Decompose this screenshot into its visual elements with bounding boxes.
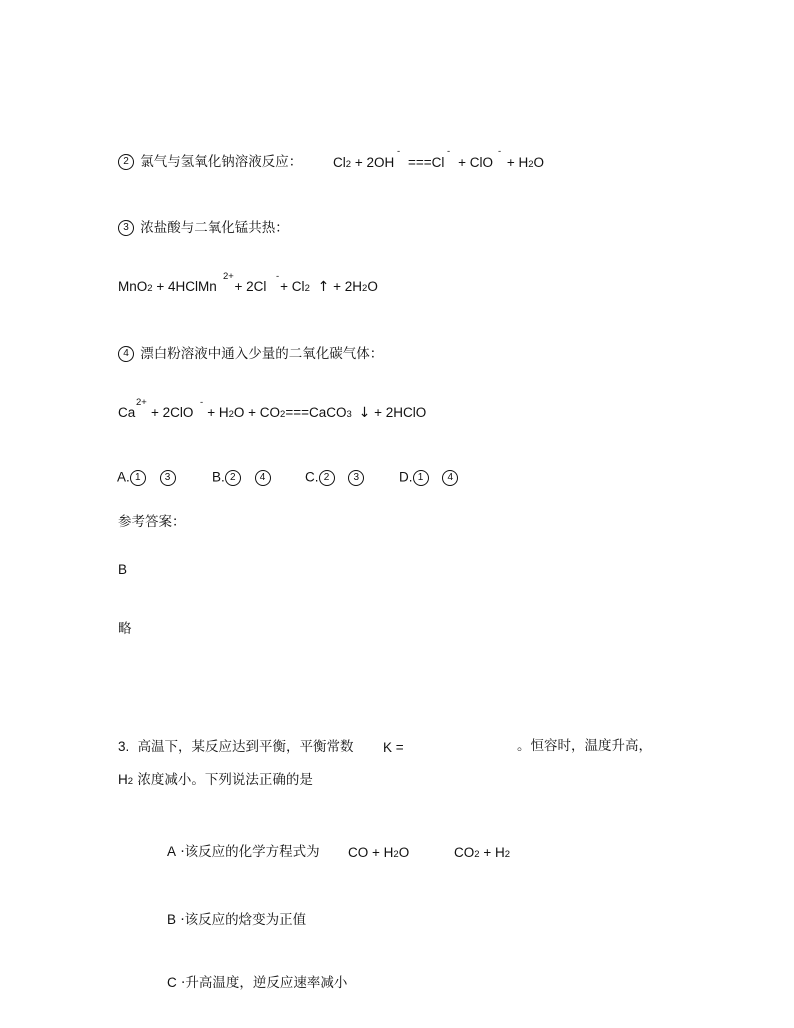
superscript: - (447, 146, 451, 157)
q3-k: K = (383, 740, 404, 755)
explanation: 略 (118, 621, 132, 637)
q3-stem: 高温下，某反应达到平衡，平衡常数 (137, 739, 354, 755)
option-b[interactable]: B. 2 4 (212, 470, 271, 486)
q3-line2: H2 浓度减小。下列说法正确的是 (118, 772, 313, 788)
circled-number: 4 (118, 346, 134, 362)
option-a[interactable]: A. 1 3 (117, 470, 176, 486)
item3-equation: MnO2 + 4HClMn + 2Cl + Cl2 ↑ + 2H2O (118, 279, 378, 295)
superscript: 2+ (223, 271, 234, 282)
superscript: - (498, 146, 502, 157)
q3-stem-line (118, 740, 354, 755)
circled-number: 3 (118, 220, 134, 236)
q3-option-a-eq1: CO + H2O (348, 845, 410, 860)
q3-option-b[interactable]: B ·该反应的焓变为正值 (167, 912, 307, 928)
item2-equation: Cl2 + 2OH ===Cl + ClO + H2O (333, 155, 545, 170)
q3-option-a[interactable]: A ·该反应的化学方程式为 (167, 844, 320, 860)
item3-text: 浓盐酸与二氧化锰共热： (140, 220, 289, 236)
item2-line (118, 154, 302, 170)
superscript: - (276, 271, 280, 282)
q3-number: 3. (118, 739, 130, 754)
q3-option-c[interactable]: C ·升高温度，逆反应速率减小 (167, 975, 348, 991)
superscript: - (200, 397, 204, 408)
q3-option-a-eq2: CO2 + H2 (454, 845, 510, 860)
answer-value: B (118, 562, 128, 577)
item4-line (118, 346, 383, 362)
up-arrow-icon: ↑ (317, 279, 330, 295)
item3-line (118, 220, 289, 236)
item4-text: 漂白粉溶液中通入少量的二氧化碳气体： (140, 346, 384, 362)
option-c[interactable]: C. 2 3 (305, 470, 364, 486)
q3-stem-tail: 。恒容时，温度升高， (517, 738, 652, 754)
item2-text: 氯气与氢氧化钠溶液反应： (140, 154, 303, 170)
circled-number: 2 (118, 154, 134, 170)
superscript: 2+ (136, 397, 147, 408)
down-arrow-icon: ↓ (358, 405, 371, 421)
superscript: - (397, 146, 401, 157)
answer-label: 参考答案： (118, 514, 186, 530)
option-d[interactable]: D. 1 4 (399, 470, 458, 486)
item4-equation: Ca + 2ClO + H2O + CO2===CaCO3 ↓ + 2HClO (118, 405, 427, 421)
